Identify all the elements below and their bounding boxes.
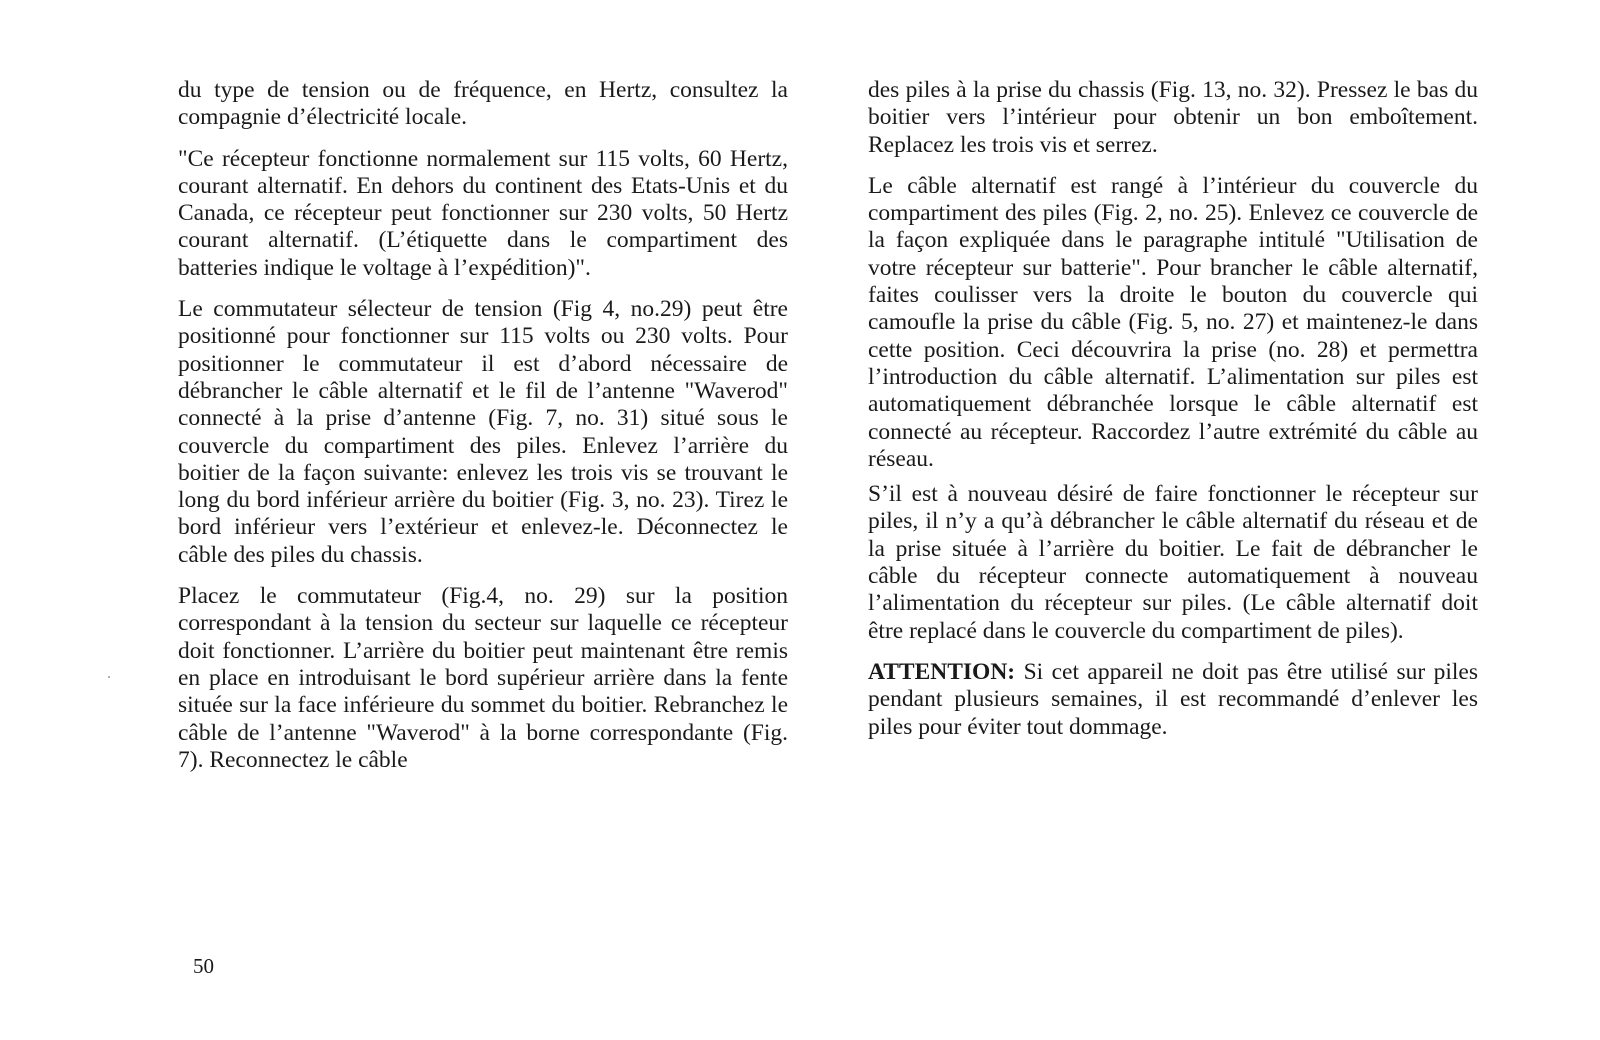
- paragraph-attention: [868, 659, 1478, 741]
- paragraph-cable-alternatif: Le câble alternatif est rangé à l’intérieur du couvercle du compartiment des piles (Fig. 2, no. 25). Enlevez ce couvercle de la façon expliquée dans le paragraphe intitulé "Utilisation de votre récepteur sur batterie". Pour brancher le câble alternatif, faites coulisser vers la droite le bouton du couvercle qui camoufle la prise du câble (Fig. 5, no. 27) et maintenez-le dans cette position. Ceci découvrira la prise (no. 28) et permettra l’introduction du câble alternatif. L’alimentation sur piles est automatiquement débranchée lorsque le câble alternatif est connecté au récepteur. Raccordez l’autre extrémité du câble au réseau.: [868, 172, 1478, 472]
- paragraph-fonctionner-sur-piles: S’il est à nouveau désiré de faire fonctionner le récepteur sur piles, il n’y a qu’à débrancher le câble alternatif du réseau et de la prise située à l’arrière du boitier. Le fait de débrancher le câble du récepteur connecte automatiquement à nouveau l’alimentation du récepteur sur piles. (Le câble alternatif doit être replacé dans le couvercle du compartiment de piles).: [868, 481, 1478, 644]
- left-column: [178, 77, 788, 788]
- scan-speck: [108, 676, 110, 678]
- paragraph-recepteur-fonctionne: "Ce récepteur fonctionne normalement sur 115 volts, 60 Hertz, courant alternatif. En dehors du continent des Etats-Unis et du Canada, ce récepteur peut fonctionner sur 230 volts, 50 Hertz courant alternatif. (L’étiquette dans le compartiment des batteries indique le voltage à l’expédition)".: [178, 145, 788, 281]
- paragraph-placez-commutateur: Placez le commutateur (Fig.4, no. 29) sur la position correspondant à la tension du secteur sur laquelle ce récepteur doit fonctionner. L’arrière du boitier peut maintenant être remis en place en introduisant le bord supérieur arrière dans la fente située sur la face inférieure du sommet du boitier. Rebranchez le câble de l’antenne "Waverod" à la borne correspondante (Fig. 7). Reconnectez le câble: [178, 583, 788, 773]
- right-column: [868, 77, 1478, 755]
- paragraph-commutateur-selecteur: Le commutateur sélecteur de tension (Fig 4, no.29) peut être positionné pour fonctionner sur 115 volts ou 230 volts. Pour positionner le commutateur il est d’abord nécessaire de débrancher le câble alternatif et le fil de l’antenne "Waverod" connecté à la prise d’antenne (Fig. 7, no. 31) situé sous le couvercle du compartiment des piles. Enlevez l’arrière du boitier de la façon suivante: enlevez les trois vis se trouvant le long du bord inférieur arrière du boitier (Fig. 3, no. 23). Tirez le bord inférieur vers l’extérieur et enlevez-le. Déconnectez le câble des piles du chassis.: [178, 296, 788, 568]
- paragraph-tension-frequence: du type de tension ou de fréquence, en Hertz, consultez la compagnie d’électricité locale.: [178, 77, 788, 131]
- attention-label: ATTENTION:: [868, 658, 1016, 685]
- attention-text: Si cet appareil ne doit pas être utilisé sur piles pendant plusieurs semaines, il est recommandé d’enlever les piles pour éviter tout dommage.: [868, 658, 1478, 740]
- page-number: 50: [193, 954, 214, 978]
- paragraph-prise-chassis: des piles à la prise du chassis (Fig. 13, no. 32). Pressez le bas du boitier vers l’intérieur pour obtenir un bon emboîtement. Replacez les trois vis et serrez.: [868, 77, 1478, 158]
